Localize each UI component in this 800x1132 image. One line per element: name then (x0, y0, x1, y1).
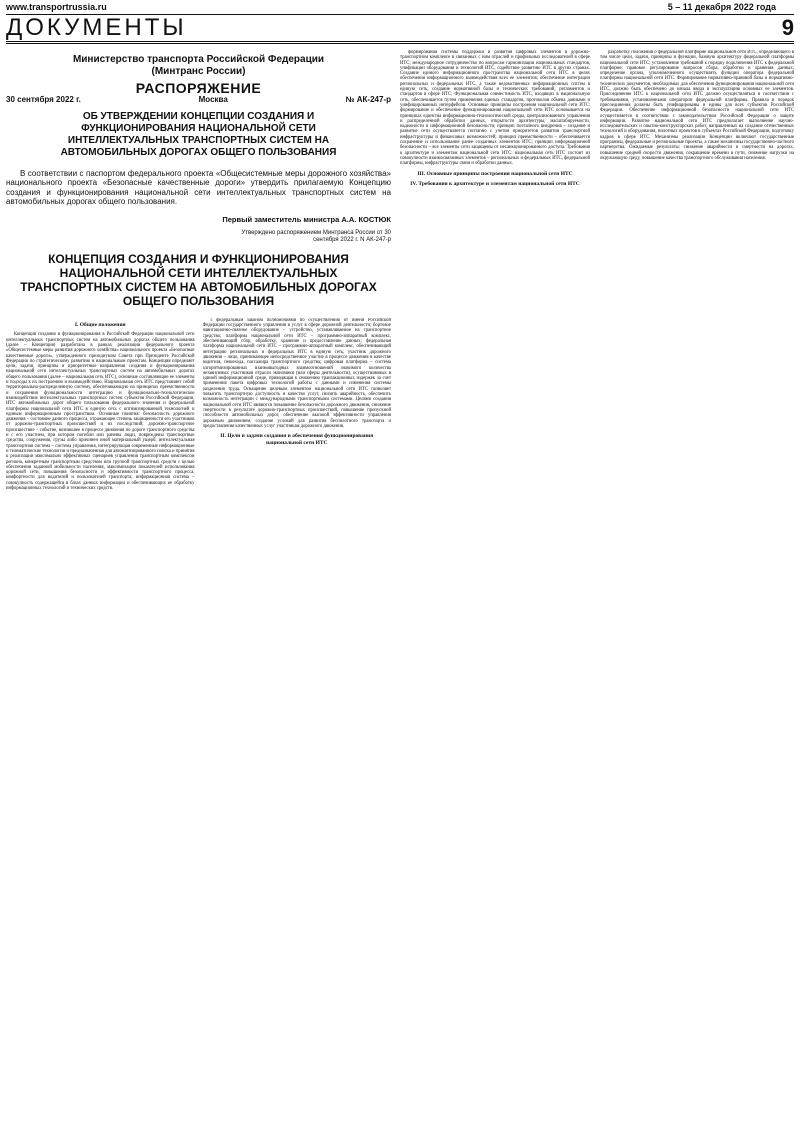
order-subject: ОБ УТВЕРЖДЕНИИ КОНЦЕПЦИИ СОЗДАНИЯ И ФУНКЦИОНИРОВАНИЯ НАЦИОНАЛЬНОЙ СЕТИ ИНТЕЛЛЕКТУАЛЬНЫХ ТРАНСПОРТНЫХ СИСТЕМ НА АВТОМОБИЛЬНЫХ ДОРОГАХ ОБЩЕГО ПОЛЬЗОВАНИЯ (60, 110, 337, 158)
body-text: Концепция создания и функционирования в Российской Федерации национальной сети интеллектуальных транспортных систем на автомобильных дорогах общего пользования (далее – Концепция) разработана в рамках реализации федерального проекта «Общесистемные меры развития дорожного хозяйства» национального проекта «Безопасные качественные дороги», утвержденного президиумом Совета при Президенте Российской Федерации по стратегическому развитию и национальным проектам. Концепция определяет цели, задачи, принципы и приоритетные направления создания и функционирования национальной сети интеллектуальных транспортных систем на автомобильных дорогах общего пользования (далее – национальная сеть ИТС), основные составляющие ее элементы и подходы к их построению и взаимодействию. Национальная сеть ИТС представляет собой территориально-распределенную систему, обеспечивающую на принципах преемственности и сохранения функциональности интеграцию и функционально-технологическое взаимодействие интеллектуальных транспортных систем субъектов Российской Федерации, ИТС автомобильных дорог общего пользования федерального значения и федеральной платформы национальной сети ИТС в единую сеть с оптимизированной технологией и единым информационным пространством. Основные понятия: безопасность дорожного движения – состояние данного процесса, отражающее степень защищенности его участников от дорожно-транспортных происшествий и их последствий; дорожно-транспортное происшествие – событие, возникшее в процессе движения по дороге транспортного средства и с его участием, при котором погибли или ранены люди, повреждены транспортные средства, сооружения, грузы либо причинен иной материальный ущерб; интеллектуальная транспортная система – система управления, интегрирующая современные информационные и телематические технологии и предназначенная для автоматизированного поиска и принятия к реализации максимально эффективных сценариев управления транспортным комплексом региона, конкретным транспортным средством или группой транспортных средств с целью обеспечения заданной мобильности населения, максимизации показателей использования дорожной сети, повышения безопасности и эффективности транспортного процесса, комфортности для водителей и пользователей транспорта; информационная система – совокупность содержащейся в базах данных информации и обеспечивающих ее обработку информационных технологий и технических средств. (6, 332, 195, 491)
chapter-heading: IV. Требования к архитектуре и элементам национальной сети ИТС (410, 181, 580, 188)
middle-column (400, 50, 590, 1124)
concept-body (6, 318, 391, 1018)
chapter-heading: III. Основные принципы построения национальной сети ИТС (417, 170, 573, 177)
approval-note: Утверждено распоряжением Минтранса России от 30 сентября 2022 г. N АК-247-р (241, 229, 391, 243)
document-type: РАСПОРЯЖЕНИЕ (135, 80, 262, 96)
concept-title: КОНЦЕПЦИЯ СОЗДАНИЯ И ФУНКЦИОНИРОВАНИЯ НАЦИОНАЛЬНОЙ СЕТИ ИНТЕЛЛЕКТУАЛЬНЫХ ТРАНСПОРТНЫХ СИСТЕМ НА АВТОМОБИЛЬНЫХ ДОРОГАХ ОБЩЕГО ПОЛЬЗОВАНИЯ (20, 251, 377, 308)
order-city: Москва (198, 95, 228, 105)
chapter-heading: II. Цели и задачи создания и обеспечения функционирования национальной сети ИТС (220, 433, 374, 446)
site-url[interactable]: www.transportrussia.ru (6, 2, 107, 12)
body-text: формирования системы поддержки и развития цифровых элементов в дорожно-транспортном комплексе и связанных с ним отраслей и профильных исследователей в сфере ИТС; международное сотрудничество по вопросам гармонизации национальных стандартов, унификации оборудования и технологий ИТС, содействие развитию ИТС в других странах. Создание единого информационного пространства национальной сети ИТС в целях обеспечения информационного взаимодействия всех ее элементов; обеспечение интеграции региональных и федеральных ИТС, а также ведомственных информационных систем в единую сеть; создание нормативной базы и технических требований, регламентов и стандартов в сфере ИТС; Функциональная совместимость ИТС, входящих в национальную сеть, обеспечивается путем применения единых стандартов, протоколов обмена данными и унифицированных интерфейсов. Основные принципы построения национальной сети ИТС: формирование и обеспечение функционирования национальной сети ИТС основывается на принципах единства информационно-технологической среды, централизованного управления и распределенной обработки данных, открытости архитектуры, масштабируемости, надежности и информационной безопасности; принцип поэтапного внедрения – создание и развитие сети осуществляется поэтапно с учетом приоритетов развития транспортной инфраструктуры и финансовых возможностей; принцип преемственности – обеспечивается сохранение и использование ранее созданных элементов ИТС; принцип информационной безопасности – все элементы сети защищены от несанкционированного доступа. Требования к архитектуре и элементам национальной сети ИТС: национальная сеть ИТС состоит из совокупности взаимосвязанных элементов – региональных и федеральных ИТС, федеральной платформы, инфраструктуры связи и обработки данных. (400, 50, 590, 167)
subcolumn-left (6, 318, 195, 1018)
section-title: ДОКУМЕНТЫ (6, 14, 187, 41)
body-text: разработку положения о федеральной платформе национальной сети ИТС, определяющего в том числе цели, задачи, принципы и функции, базовую архитектуру федеральной платформы национальной сети ИТС; установление требований к порядку подключения ИТС к федеральной платформе; правовое регулирование вопросов сбора, обработки и хранения данных; определение органа, уполномоченного осуществлять функции оператора федеральной платформы национальной сети ИТС. Формирование нормативно-правовой базы и нормативно-технических документов, необходимых для обеспечения функционирования национальной сети ИТС, должно быть обеспечено до начала ввода в эксплуатацию основных ее элементов. Присоединение ИТС к национальной сети ИТС должно осуществляться в соответствии с требованиями, установленными оператором федеральной платформы. Правила и порядок присоединения должны быть унифицированы и едины для всех субъектов Российской Федерации. Обеспечение информационной безопасности национальной сети ИТС осуществляется в соответствии с законодательством Российской Федерации о защите информации. Развитие национальной сети ИТС предполагает выполнение научно-исследовательских и опытно-конструкторских работ, направленных на создание отечественных технологий и оборудования, пилотных проектов в субъектах Российской Федерации, подготовку кадров в сфере ИТС. Механизмы реализации Концепции включают государственные программы, федеральные и региональные проекты, а также механизмы государственно-частного партнерства. Ожидаемые результаты: снижение аварийности и смертности на дорогах, повышение средней скорости движения, сокращение времени в пути, снижение нагрузки на окружающую среду, повышение качества транспортного обслуживания населения. (600, 50, 794, 161)
signature: Первый заместитель министра А.А. КОСТЮК (222, 214, 391, 224)
section-header (6, 14, 794, 44)
issue-date: 5 – 11 декабря 2022 года (667, 2, 776, 12)
ministry-name (6, 54, 391, 78)
chapter-heading: I. Общие положения (74, 321, 126, 328)
ministry-full: Министерство транспорта Российской Федерации (72, 54, 325, 65)
top-bar (0, 0, 800, 14)
ministry-short: (Минтранс России) (151, 66, 246, 77)
page-number: 9 (781, 15, 794, 40)
order-meta (6, 95, 391, 105)
left-column (6, 50, 391, 1124)
subcolumn-right (203, 318, 392, 1018)
order-date: 30 сентября 2022 г. (6, 95, 81, 105)
order-preamble: В соответствии с паспортом федерального проекта «Общесистемные меры дорожного хозяйства» национального проекта «Безопасные качественные дороги» утвердить прилагаемую Концепцию создания и функционирования национальной сети интеллектуальных транспортных систем на автомобильных дорогах общего пользования. (6, 168, 391, 207)
right-column (600, 50, 794, 1124)
body-text: с федеральным законом полномочиями по осуществлению от имени Российской Федерации государственного управления и услуг в сфере дорожной деятельности; бортовое навигационно-связное оборудование – устройство, устанавливаемое на транспортное средство; платформа национальной сети ИТС – программно-аппаратный комплекс, обеспечивающий сбор, обработку, хранение и предоставление данных; федеральная платформа национальной сети ИТС – программно-аппаратный комплекс, обеспечивающий интеграцию региональных и федеральных ИТС в единую сеть; участник дорожного движения – лицо, принимающее непосредственное участие в процессе движения в качестве водителя, пешехода, пассажира транспортного средства; цифровая платформа – система алгоритмизированных взаимовыгодных взаимоотношений значимого количества независимых участников отрасли экономики (или сферы деятельности), осуществляемых в единой информационной среде, приводящая к снижению транзакционных издержек за счет применения пакета цифровых технологий работы с данными и изменения системы разделения труда. Оснащение целевым элементом национальной сети ИТС позволяет повысить транспортную доступность и качество услуг, снизить аварийность, обеспечить возможность интеграции с международными транспортными системами. Целями создания национальной сети ИТС являются повышение безопасности дорожного движения, снижение смертности в результате дорожно-транспортных происшествий, повышение пропускной способности автомобильных дорог, обеспечение высокой эффективности управления дорожным движением, создание условий для развития беспилотного транспорта и предоставления качественных услуг участникам дорожного движения. (202, 317, 391, 429)
order-number: № АК-247-р (345, 95, 391, 105)
